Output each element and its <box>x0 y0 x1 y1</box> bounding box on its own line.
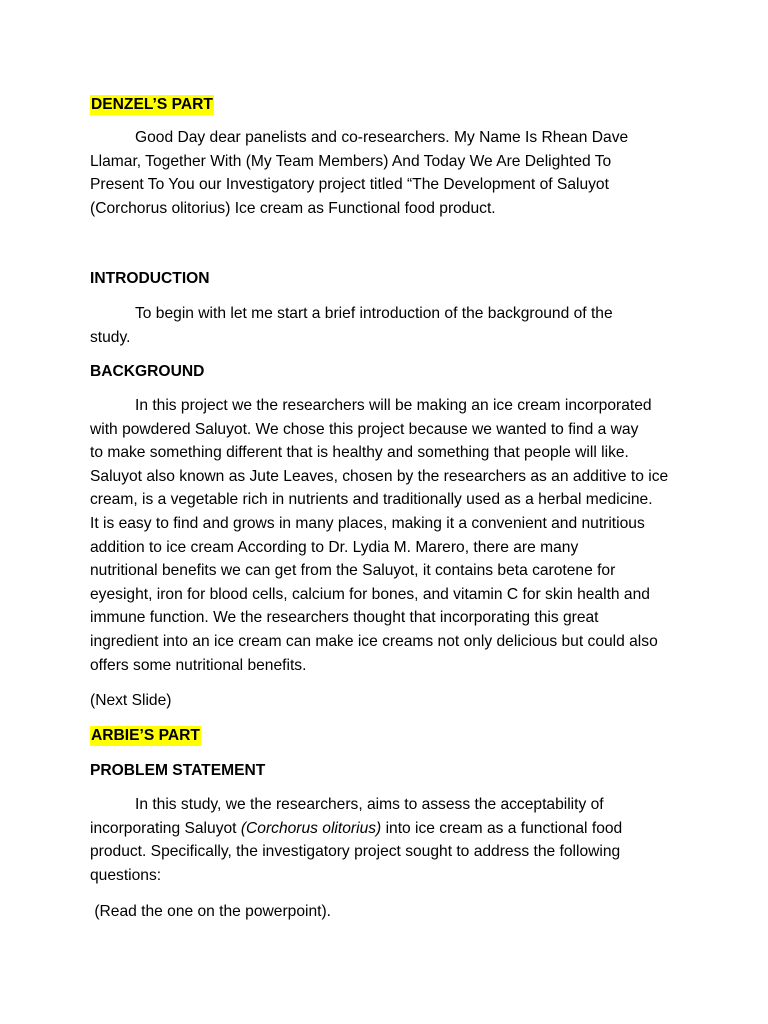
problem-line: In this study, we the researchers, aims to assess the acceptability of <box>135 796 604 813</box>
background-line: addition to ice cream According to Dr. Lydia M. Marero, there are many <box>90 538 579 556</box>
problem-statement-heading: PROBLEM STATEMENT <box>90 762 266 779</box>
background-paragraph <box>90 394 690 677</box>
background-line: ingredient into an ice cream can make ice creams not only delicious but could also <box>90 632 658 650</box>
background-line: to make something different that is healthy and something that people will like. <box>90 444 629 462</box>
background-line: offers some nutritional benefits. <box>90 656 307 674</box>
background-heading: BACKGROUND <box>90 363 205 380</box>
denzel-part-highlight: DENZEL’S PART <box>91 96 213 113</box>
arbie-part-highlight: ARBIE’S PART <box>91 727 200 744</box>
next-slide-note: (Next Slide) <box>90 692 172 709</box>
problem-line <box>90 817 690 841</box>
problem-line-text: into ice cream as a functional food <box>381 819 623 837</box>
problem-line: product. Specifically, the investigatory project sought to address the following <box>90 843 621 861</box>
introduction-line: To begin with let me start a brief introduction of the background of the <box>135 305 613 322</box>
background-line: eyesight, iron for blood cells, calcium for bones, and vitamin C for skin health and <box>90 585 650 603</box>
background-line: It is easy to find and grows in many places, making it a convenient and nutritious <box>90 514 645 532</box>
background-line: nutritional benefits we can get from the Saluyot, it contains beta carotene for <box>90 562 616 580</box>
denzel-part-heading <box>90 93 690 117</box>
background-line: In this project we the researchers will be making an ice cream incorporated <box>135 397 652 414</box>
greeting-line: Good Day dear panelists and co-researchers. My Name Is Rhean Dave <box>135 129 629 146</box>
background-line: with powdered Saluyot. We chose this project because we wanted to find a way <box>90 420 639 438</box>
background-line: immune function. We the researchers thought that incorporating this great <box>90 609 599 627</box>
introduction-heading: INTRODUCTION <box>90 270 210 287</box>
background-line: Saluyot also known as Jute Leaves, chosen by the researchers as an additive to ice <box>90 467 669 485</box>
problem-line: questions: <box>90 866 162 884</box>
greeting-line: (Corchorus olitorius) Ice cream as Functional food product. <box>90 199 496 217</box>
background-line: cream, is a vegetable rich in nutrients and traditionally used as a herbal medicine. <box>90 491 653 509</box>
read-powerpoint-note: (Read the one on the powerpoint). <box>90 903 331 920</box>
greeting-line: Llamar, Together With (My Team Members) And Today We Are Delighted To <box>90 152 612 170</box>
greeting-paragraph <box>90 126 690 220</box>
introduction-line: study. <box>90 328 131 346</box>
problem-line-text: incorporating Saluyot <box>90 819 241 837</box>
problem-statement-paragraph <box>90 793 690 887</box>
greeting-line: Present To You our Investigatory project titled “The Development of Saluyot <box>90 176 609 194</box>
arbie-part-heading <box>90 724 690 748</box>
introduction-paragraph <box>90 302 690 349</box>
scientific-name: (Corchorus olitorius) <box>240 819 382 837</box>
